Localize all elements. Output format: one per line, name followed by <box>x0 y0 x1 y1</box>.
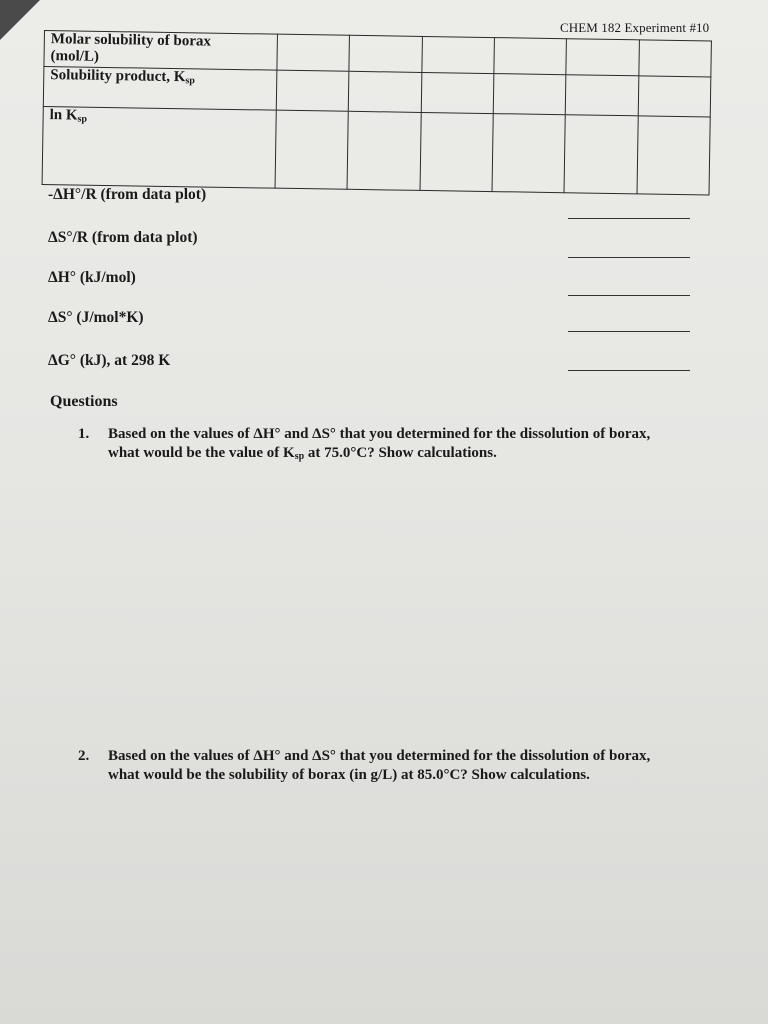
table-cell[interactable] <box>349 71 422 112</box>
table-cell[interactable] <box>275 110 349 189</box>
page-header: CHEM 182 Experiment #10 <box>560 20 710 35</box>
answer-line-ds[interactable] <box>568 331 690 332</box>
table-cell[interactable] <box>493 74 566 115</box>
table-cell[interactable] <box>277 34 350 71</box>
answer-line-dg[interactable] <box>568 370 690 371</box>
table-cell[interactable] <box>420 112 494 191</box>
table-cell[interactable] <box>566 75 639 116</box>
row-label-solubility-product: Solubility product, $K_{sp}$ <box>43 67 277 111</box>
table-cell[interactable] <box>638 40 711 77</box>
table-row-ln-ksp <box>42 106 710 194</box>
page-corner-shadow <box>0 0 40 40</box>
table-cell[interactable] <box>421 72 494 113</box>
questions-heading: Questions <box>50 393 118 410</box>
table-cell[interactable] <box>566 39 639 76</box>
table-cell[interactable] <box>276 70 349 111</box>
answer-line-dh[interactable] <box>568 295 690 296</box>
row-label-molar-solubility: Molar solubility of borax (mol/L) <box>44 31 278 71</box>
param-label-neg-dh-over-r: -ΔH°/R (from data plot) <box>48 186 207 203</box>
question-number: 2. <box>78 748 90 764</box>
table-cell[interactable] <box>637 116 711 195</box>
answer-line-ds-over-r[interactable] <box>568 257 690 258</box>
question-number: 1. <box>78 426 90 442</box>
table-cell[interactable] <box>422 36 495 73</box>
table-cell[interactable] <box>347 111 421 190</box>
question-text: Based on the values of ΔH° and ΔS° that you determined for the dissolution of borax, what would be the solubility of borax (in g/L) at 85.0°C? Show calculations. <box>108 748 651 783</box>
table-cell[interactable] <box>492 114 566 193</box>
table-cell[interactable] <box>349 35 422 72</box>
param-label-dh: ΔH° (kJ/mol) <box>48 269 136 286</box>
param-label-ds-over-r: ΔS°/R (from data plot) <box>48 229 198 246</box>
table-cell[interactable] <box>494 38 567 75</box>
data-table <box>42 30 712 195</box>
param-label-dg: ΔG° (kJ), at 298 K <box>48 352 171 369</box>
table-cell[interactable] <box>638 76 711 117</box>
row-label-ln-ksp: $\ln K_{sp}$ <box>42 106 276 188</box>
param-label-ds: ΔS° (J/mol*K) <box>48 309 144 326</box>
answer-line-neg-dh-over-r[interactable] <box>568 218 690 219</box>
question-text: Based on the values of ΔH° and ΔS° that you determined for the dissolution of borax, what would be the value of $K_{sp}$ at 75.0°C? Show calculations. <box>108 426 651 462</box>
table-cell[interactable] <box>564 115 638 194</box>
